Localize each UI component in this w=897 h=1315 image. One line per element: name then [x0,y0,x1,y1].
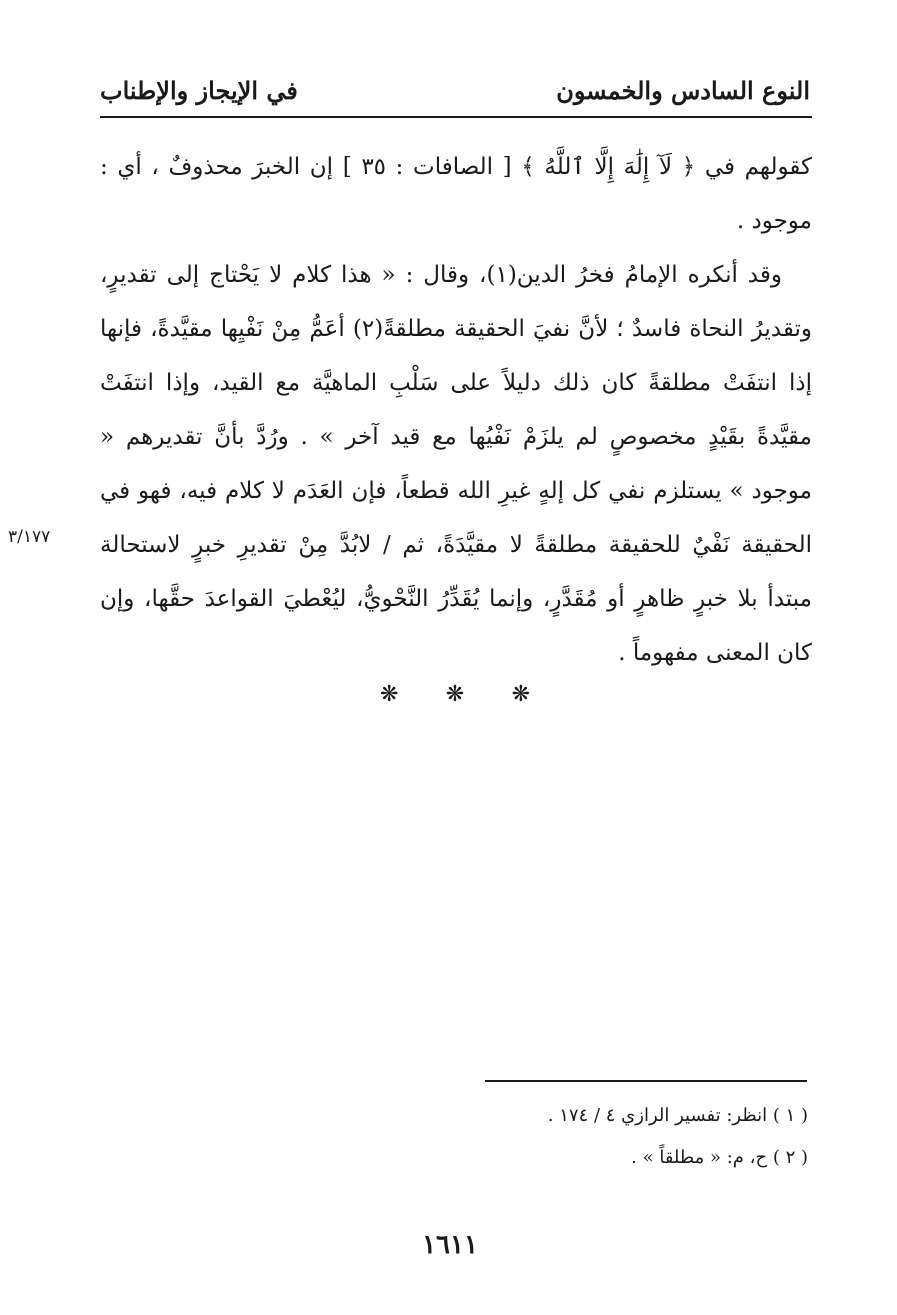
footnote-1: ( ١ ) انظر: تفسير الرازي ٤ / ١٧٤ . [547,1105,808,1126]
footnotes [400,1095,808,1179]
footnote-2: ( ٢ ) ح، م: « مطلقاً » . [631,1147,808,1168]
running-header [100,70,810,110]
header-chapter-title: النوع السادس والخمسون [556,75,810,105]
marginal-page-reference: ٣/١٧٧ [8,527,51,547]
paragraph-2: وقد أنكره الإمامُ فخرُ الدين(١)، وقال : « هذا كلام لا يَحْتاج إلى تقديرٍ، وتقديرُ النحاة فاسدٌ ؛ لأنَّ نفيَ الحقيقة مطلقةً(٢) أعَمُّ مِنْ نَفْيِها مقيَّدةً، فإنها إذا انتفَتْ مطلقةً كان ذلك دليلاً على سَلْبِ الماهيَّة مع القيد، وإذا انتفَتْ مقيَّدةً بقَيْدٍ مخصوصٍ لم يلزَمْ نَفْيُها مع قيد آخر » . ورُدَّ بأنَّ تقديرهم « موجود » يستلزم نفي كل إلهٍ غيرِ الله قطعاً، فإن العَدَم لا كلام فيه، فهو في الحقيقة نَفْيٌ للحقيقة مطلقةً لا مقيَّدَةً، ثم / لابُدَّ مِنْ تقديرِ خبرٍ لاستحالة مبتدأ بلا خبرٍ ظاهرٍ أو مُقَدَّرٍ، وإنما يُقَدِّرُ النَّحْويُّ، ليُعْطيَ القواعدَ حقَّها، وإن كان المعنى مفهوماً . [100,262,812,666]
page-number: ١٦١١ [422,1230,478,1260]
header-divider [100,116,812,118]
separator-star-icon: ❋ [380,682,399,707]
footnote-divider [485,1080,807,1082]
section-separator [380,682,530,707]
separator-star-icon: ❋ [511,682,530,707]
separator-star-icon: ❋ [445,682,465,707]
paragraph-1: كقولهم في ﴿ لَآ إِلَٰهَ إِلَّا ٱللَّهُ ﴾ [ الصافات : ٣٥ ] إن الخبرَ محذوفٌ ، أي : موجود . [100,154,812,234]
main-text [100,140,812,680]
header-section-title: في الإيجاز والإطناب [100,75,298,105]
